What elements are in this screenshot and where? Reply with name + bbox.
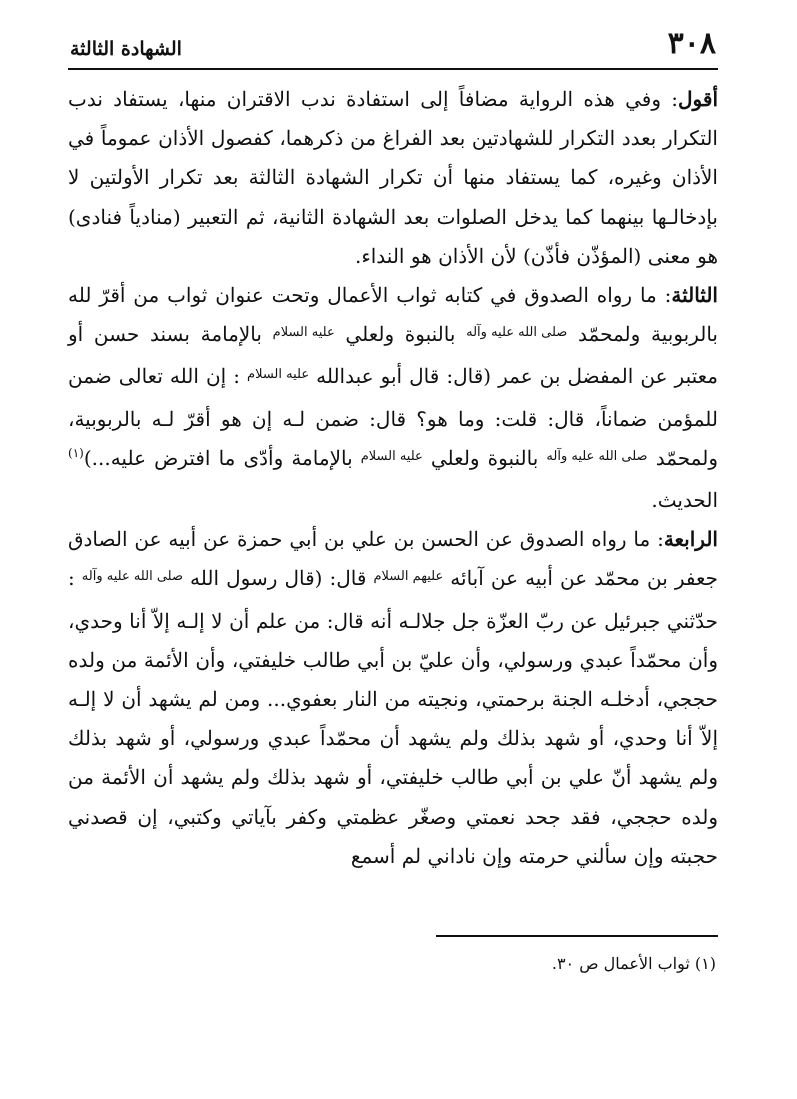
honorific-symbol: صلى الله عليه وآله — [546, 448, 648, 464]
paragraph-text: : حدّثني جبرئيل عن ربّ العزّة جل جلالـه أنه قال: من علم أن لا إلـه إلاّ أنا وحدي، وأن محمّداً عبدي ورسولي، وأن عليّ بن أبي طالب خليفتي، وأن الأئمة من ولده حججي، أدخلـه الجنة برحمتي، ونجيته من النار بعفوي... ومن لم يشهد أن لا إلـه إلاّ أنا وحدي، أو شهد بذلك ولم يشهد أن محمّداً عبدي ورسولي، أو شهد بذلك ولم يشهد أنّ علي بن أبي طالب خليفتي، أو شهد بذلك ولم يشهد أن الأئمة من ولده حججي، فقد جحد نعمتي وصغّر عظمتي وكفر بآياتي وكتبي، إن قصدني حجبته وإن سألني حرمته وإن ناداني لم أسمع — [68, 566, 718, 868]
paragraph-fourth — [68, 520, 718, 876]
paragraph-keyword: الثالثة — [671, 283, 718, 308]
paragraph-text: : وفي هذه الرواية مضافاً إلى استفادة ندب الاقتران منها، يستفاد ندب التكرار بعدد التكرار للشهادتين بعد الفراغ من ذكرهما، كفصول الأذان عموماً في الأذان وغيره، كما يستفاد منها أن تكرار الشهادة الثالثة بعد تكرار الأولتين لا بإدخالـها بينهما كما يدخل الصلوات بعد الشهادة الثانية، ثم التعبير (منادياً فنادى) هو معنى (المؤذّن فأذّن) لأن الأذان هو النداء. — [68, 87, 718, 268]
honorific-symbol: عليه السلام — [247, 367, 310, 383]
paragraph-text: قال: (قال رسول الله — [183, 566, 374, 591]
paragraph-text: بالنبوة ولعلي — [334, 322, 467, 347]
honorific-symbol: صلى الله عليه وآله — [81, 569, 183, 585]
paragraph-keyword: الرابعة — [663, 527, 718, 552]
footnote-reference[interactable]: (١) — [68, 445, 84, 460]
book-page — [68, 26, 719, 973]
main-text — [68, 80, 718, 876]
paragraph-text: : ما رواه الصدوق في كتابه ثواب الأعمال وتحت عنوان ثواب من أقرّ لله بالربوبية ولمحمّد — [68, 283, 719, 347]
running-title: الشهادة الثالثة — [70, 38, 182, 60]
honorific-symbol: صلى الله عليه وآله — [466, 325, 568, 341]
paragraph-text: : ما رواه الصدوق عن الحسن بن علي بن أبي حمزة عن أبيه عن الصادق جعفر بن محمّد عن أبيه عن آبائه — [68, 527, 718, 591]
honorific-symbol: عليهم السلام — [373, 569, 444, 585]
paragraph-aqul — [68, 80, 718, 276]
honorific-symbol: عليه السلام — [272, 325, 335, 341]
paragraph-keyword: أقول — [678, 87, 718, 111]
footnote-separator — [436, 935, 718, 937]
paragraph-text: بالإمامة بسند حسن أو معتبر عن المفضل بن عمر (قال: قال أبو عبدالله — [68, 322, 719, 389]
paragraph-third — [68, 276, 718, 520]
honorific-symbol: عليه السلام — [360, 448, 423, 464]
paragraph-text: بالنبوة ولعلي — [422, 445, 547, 470]
footnote: (١) ثواب الأعمال ص ٣٠. — [551, 954, 716, 973]
paragraph-text: الحديث. — [651, 488, 718, 513]
paragraph-text: بالإمامة وأدّى ما افترض عليه...) — [83, 445, 361, 470]
paragraph-text: : إن الله تعالى ضمن للمؤمن ضماناً، قال: قلت: وما هو؟ قال: ضمن لـه إن هو أقرّ لـه بالربوبية، ولمحمّد — [68, 364, 718, 470]
page-number: ٣٠٨ — [667, 26, 716, 61]
page-header — [68, 28, 718, 70]
